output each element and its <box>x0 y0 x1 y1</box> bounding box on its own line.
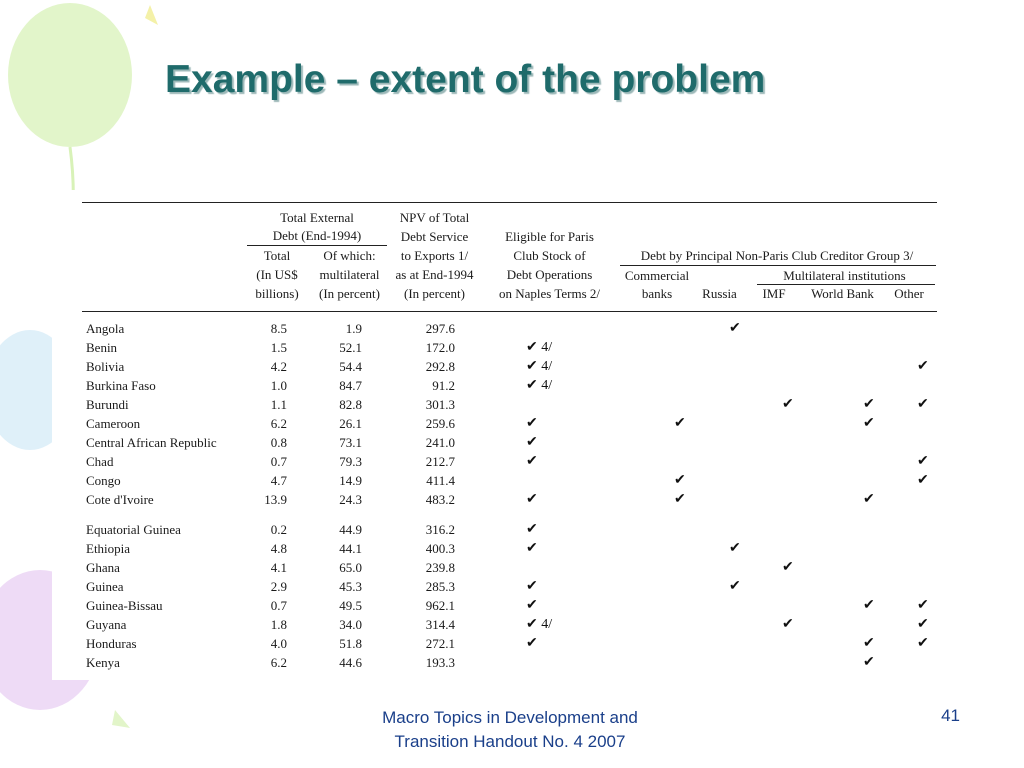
cell-world-bank: ✔ <box>863 598 875 613</box>
cell-other: ✔ <box>917 598 929 613</box>
cell-npv: 91.2 <box>432 378 455 393</box>
header-total-external: Total External <box>280 210 354 225</box>
cell-total: 4.2 <box>270 359 287 374</box>
cell-country: Guinea-Bissau <box>86 598 163 613</box>
cell-eligible: ✔ 4/ <box>526 378 553 393</box>
cell-eligible: ✔ 4/ <box>526 359 553 374</box>
cell-commercial: ✔ <box>674 416 686 431</box>
cell-eligible: ✔ <box>526 598 538 613</box>
header-commercial: Commercial <box>624 268 690 283</box>
cell-imf: ✔ <box>782 617 794 632</box>
cell-npv: 239.8 <box>425 560 455 575</box>
cell-other: ✔ <box>917 397 929 412</box>
cell-country: Guinea <box>86 579 124 594</box>
cell-multilateral: 65.0 <box>339 560 362 575</box>
cell-multilateral: 44.1 <box>339 541 362 556</box>
cell-eligible: ✔ 4/ <box>526 340 553 355</box>
cell-other: ✔ <box>917 473 929 488</box>
cell-multilateral: 54.4 <box>339 359 362 374</box>
header-rule-multilateral <box>757 284 935 285</box>
table-top-rule <box>82 202 937 203</box>
cell-country: Guyana <box>86 617 127 632</box>
cell-world-bank: ✔ <box>863 636 875 651</box>
cell-russia: ✔ <box>729 579 741 594</box>
cell-total: 0.7 <box>270 598 287 613</box>
cell-eligible: ✔ <box>526 435 538 450</box>
cell-total: 8.5 <box>270 321 287 336</box>
cell-commercial: ✔ <box>674 473 686 488</box>
cell-eligible: ✔ <box>526 492 538 507</box>
header-debt-ops: Debt Operations <box>506 267 593 282</box>
cell-country: Cote d'Ivoire <box>86 492 154 507</box>
header-imf: IMF <box>762 286 786 301</box>
cell-npv: 193.3 <box>425 655 455 670</box>
cell-total: 1.8 <box>270 617 287 632</box>
cell-eligible: ✔ 4/ <box>526 617 553 632</box>
header-multilateral: multilateral <box>319 267 380 282</box>
cell-multilateral: 84.7 <box>339 378 362 393</box>
cell-eligible: ✔ <box>526 416 538 431</box>
header-in-percent-a: (In percent) <box>319 286 380 301</box>
header-rule-debt <box>247 245 387 246</box>
cell-npv: 292.8 <box>425 359 455 374</box>
cell-russia: ✔ <box>729 321 741 336</box>
cell-multilateral: 44.6 <box>339 655 362 670</box>
sparkle-shape <box>145 5 158 25</box>
cell-total: 4.1 <box>270 560 287 575</box>
cell-npv: 285.3 <box>425 579 455 594</box>
cell-npv: 272.1 <box>425 636 455 651</box>
cell-total: 1.1 <box>270 397 287 412</box>
cell-npv: 314.4 <box>425 617 455 632</box>
cell-multilateral: 82.8 <box>339 397 362 412</box>
cell-npv: 259.6 <box>425 416 455 431</box>
cell-multilateral: 1.9 <box>345 321 362 336</box>
cell-npv: 316.2 <box>425 522 455 537</box>
cell-eligible: ✔ <box>526 579 538 594</box>
cell-other: ✔ <box>917 359 929 374</box>
cell-country: Burundi <box>86 397 129 412</box>
cell-eligible: ✔ <box>526 522 538 537</box>
cell-total: 4.0 <box>270 636 287 651</box>
cell-npv: 301.3 <box>425 397 455 412</box>
cell-country: Equatorial Guinea <box>86 522 181 537</box>
cell-total: 2.9 <box>270 579 287 594</box>
cell-multilateral: 45.3 <box>339 579 362 594</box>
cell-npv: 483.2 <box>425 492 455 507</box>
cell-world-bank: ✔ <box>863 655 875 670</box>
header-total: Total <box>263 248 291 263</box>
cell-total: 0.2 <box>270 522 287 537</box>
cell-other: ✔ <box>917 617 929 632</box>
header-to-exports: to Exports 1/ <box>400 248 469 263</box>
cell-multilateral: 73.1 <box>339 435 362 450</box>
cell-other: ✔ <box>917 636 929 651</box>
cell-imf: ✔ <box>782 397 794 412</box>
sparkle-shape-2 <box>112 710 130 728</box>
cell-npv: 962.1 <box>425 598 455 613</box>
cell-country: Ghana <box>86 560 120 575</box>
cell-russia: ✔ <box>729 541 741 556</box>
header-debt-service: Debt Service <box>400 229 469 244</box>
header-as-at-end: as at End-1994 <box>395 267 474 282</box>
cell-total: 1.5 <box>270 340 287 355</box>
cell-npv: 297.6 <box>425 321 455 336</box>
cell-multilateral: 14.9 <box>339 473 362 488</box>
footer-text: Macro Topics in Development and Transition Handout No. 4 2007 <box>382 708 638 751</box>
slide-number: 41 <box>941 706 960 725</box>
slide-title: Example – extent of the problem <box>165 58 766 101</box>
cell-world-bank: ✔ <box>863 492 875 507</box>
cell-country: Chad <box>86 454 114 469</box>
cell-eligible: ✔ <box>526 636 538 651</box>
cell-npv: 172.0 <box>425 340 455 355</box>
header-npv: NPV of Total <box>399 210 470 225</box>
cell-npv: 212.7 <box>425 454 455 469</box>
cell-imf: ✔ <box>782 560 794 575</box>
cell-country: Benin <box>86 340 118 355</box>
cell-npv: 411.4 <box>426 473 455 488</box>
header-rule-principal <box>620 265 936 266</box>
header-of-which: Of which: <box>323 248 376 263</box>
cell-country: Angola <box>86 321 125 336</box>
cell-multilateral: 24.3 <box>339 492 362 507</box>
header-eligible: Eligible for Paris <box>505 229 594 244</box>
cell-country: Central African Republic <box>86 435 217 450</box>
cell-country: Ethiopia <box>86 541 131 556</box>
header-bottom-rule <box>82 311 937 312</box>
header-multilateral-inst: Multilateral institutions <box>783 268 906 283</box>
cell-multilateral: 52.1 <box>339 340 362 355</box>
cell-multilateral: 79.3 <box>339 454 362 469</box>
cell-total: 4.8 <box>270 541 287 556</box>
debt-table-image <box>52 190 952 680</box>
header-in-percent-b: (In percent) <box>404 286 465 301</box>
header-club-stock: Club Stock of <box>513 248 586 263</box>
cell-npv: 400.3 <box>425 541 455 556</box>
cell-country: Cameroon <box>86 416 141 431</box>
header-debt-end: Debt (End-1994) <box>272 228 362 243</box>
header-russia: Russia <box>702 286 737 301</box>
cell-total: 0.7 <box>270 454 287 469</box>
cell-multilateral: 26.1 <box>339 416 362 431</box>
cell-multilateral: 44.9 <box>339 522 362 537</box>
cell-multilateral: 49.5 <box>339 598 362 613</box>
cell-npv: 241.0 <box>425 435 455 450</box>
header-in-us: (In US$ <box>256 267 298 282</box>
header-debt-by-principal: Debt by Principal Non-Paris Club Creditor Group 3/ <box>640 248 914 263</box>
cell-world-bank: ✔ <box>863 416 875 431</box>
header-world-bank: World Bank <box>811 286 874 301</box>
header-other: Other <box>894 286 924 301</box>
cell-multilateral: 51.8 <box>339 636 362 651</box>
cell-other: ✔ <box>917 454 929 469</box>
cell-commercial: ✔ <box>674 492 686 507</box>
cell-country: Congo <box>86 473 121 488</box>
header-billions: billions) <box>255 286 299 301</box>
cell-eligible: ✔ <box>526 454 538 469</box>
cell-country: Honduras <box>86 636 137 651</box>
header-naples: on Naples Terms 2/ <box>498 286 601 301</box>
cell-total: 1.0 <box>270 378 287 393</box>
cell-country: Kenya <box>86 655 120 670</box>
cell-country: Burkina Faso <box>86 378 156 393</box>
cell-multilateral: 34.0 <box>339 617 362 632</box>
cell-total: 6.2 <box>270 655 287 670</box>
cell-country: Bolivia <box>86 359 125 374</box>
green-balloon <box>8 3 132 147</box>
cell-eligible: ✔ <box>526 541 538 556</box>
cell-total: 0.8 <box>270 435 287 450</box>
cell-total: 4.7 <box>270 473 287 488</box>
cell-total: 6.2 <box>270 416 287 431</box>
cell-total: 13.9 <box>264 492 287 507</box>
cell-world-bank: ✔ <box>863 397 875 412</box>
header-banks: banks <box>641 286 673 301</box>
